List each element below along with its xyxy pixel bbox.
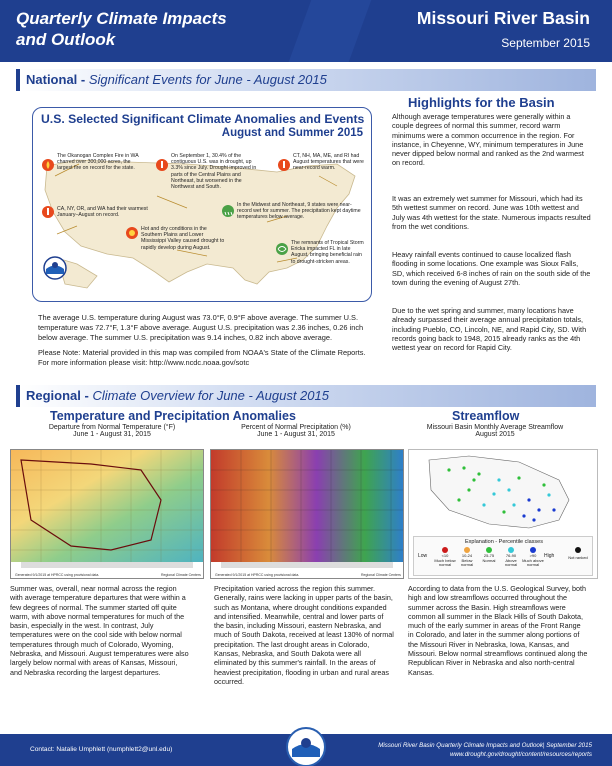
legend-low-label: Low <box>418 553 428 559</box>
streamgage-point <box>512 503 515 506</box>
legend-item <box>456 547 478 568</box>
section-subtitle: Climate Overview for June - August 2015 <box>92 388 329 403</box>
streamgage-point <box>492 492 495 495</box>
rain-icon <box>221 204 235 218</box>
precipitation-anomaly-map <box>210 449 404 579</box>
region-title: Missouri River Basin <box>416 8 590 28</box>
note-warmest-states: CA, NY, OR, and WA had their warmest January–August on record. <box>57 206 148 219</box>
note-southern-plains-drought: Hot and dry conditions in the Southern Plains and Lower Mississippi Valley caused drought to rapidly develop during August. <box>141 226 225 251</box>
highlight-paragraph: Heavy rainfall events continued to cause localized flash flooding in some locations. One example was Sioux Falls, SD, which received 6-8 inches of rain on the south side of the town during the evening of August 27th. <box>392 250 591 287</box>
basin-outline-map <box>409 450 597 534</box>
legend-range: 76-90 <box>505 553 517 558</box>
thermometer-icon <box>41 205 55 219</box>
regional-section-bar <box>16 385 596 407</box>
legend-range: 25-75 <box>483 553 495 558</box>
legend-class: Much above normal <box>522 557 544 568</box>
streamgage-point <box>517 476 520 479</box>
precipitation-map-caption <box>206 424 386 438</box>
streamgage-point <box>547 493 550 496</box>
title-line-1: Quarterly Climate Impacts <box>16 9 227 28</box>
legend-item <box>434 547 456 568</box>
national-section-heading <box>26 72 327 87</box>
highlight-paragraph: Although average temperatures were generally within a couple degrees of normal this summer, record warm minimums were a common occurrence in the region. For instance, in Cheyenne, WY, minimum temperatures in June never dipped below normal and ranked as the 2nd warmest on record. <box>392 112 584 168</box>
legend-high-label: High <box>544 553 555 559</box>
streamgage-point <box>527 498 530 501</box>
streamflow-title: Streamflow <box>452 409 520 423</box>
thermometer-icon <box>277 158 291 172</box>
storm-icon <box>275 242 289 256</box>
streamgage-point <box>482 503 485 506</box>
caption-line: June 1 - August 31, 2015 <box>257 431 335 438</box>
legend-not-ranked-label: Not ranked <box>568 555 588 560</box>
title-line-2: and Outlook <box>16 30 116 49</box>
national-section-bar <box>16 69 596 91</box>
streamgage-point <box>497 478 500 481</box>
streamflow-paragraph: According to data from the U.S. Geological Survey, both high and low streamflows occurred throughout the summer across the Basin. High streamflows were common all summer in the Black Hills of South Dakota, much of the early summer in areas of the Front Range in Colorado, and later in the summer along portions of the Missouri River in Nebraska, Iowa, Kansas, and Missouri. Below normal streamflows continued along the Republican River in Nebraska and also north-central Kansas. <box>408 584 588 677</box>
streamgage-point <box>532 518 535 521</box>
legend-range: >90 <box>529 553 537 558</box>
legend-not-ranked <box>564 547 592 560</box>
contact-info: Contact: Natalie Umphlett (numphlett2@unl.edu) <box>30 746 173 753</box>
streamgage-point <box>457 498 460 501</box>
streamgage-point <box>462 466 465 469</box>
legend-range: <10 <box>441 553 449 558</box>
caption-line: Departure from Normal Temperature (°F) <box>48 424 176 431</box>
rcc-credit: Regional Climate Centers <box>361 573 401 577</box>
highlight-paragraph: It was an extremely wet summer for Missouri, which had its 5th wettest summer on record. June was 10th wettest and July was 4th wettest for the state. Numerous impacts resulted from the wet conditions. <box>392 194 591 231</box>
citation <box>378 741 592 759</box>
section-label: National - <box>26 72 89 87</box>
noaa-logo <box>43 256 67 280</box>
temperature-paragraph: Summer was, overall, near normal across the region with average temperature departures that were within a few degrees of normal. The summer started off quite warm, with above normal temperatures for much of the basin, especially in the west. In contrast, July temperatures were on the cool side with below normal temperatures through much of Colorado, Wyoming, Nebraska, and Missouri. August temperatures were also largely below normal with areas of Kansas, Missouri, and Nebraska recording the largest departures. <box>10 584 189 677</box>
rcc-credit: Regional Climate Centers <box>161 573 201 577</box>
anomalies-title: Temperature and Precipitation Anomalies <box>50 409 296 423</box>
thermometer-icon <box>155 158 169 172</box>
streamflow-map <box>408 449 598 579</box>
legend-item <box>478 547 500 563</box>
precipitation-map-graphic <box>211 450 403 578</box>
highlights-title: Highlights for the Basin <box>408 95 555 110</box>
legend-range: 10-24 <box>461 553 473 558</box>
publication-title <box>16 8 276 50</box>
section-label: Regional - <box>26 388 93 403</box>
map-title: U.S. Selected Significant Climate Anomalies and Events <box>41 112 365 126</box>
regional-section-heading <box>26 388 329 403</box>
streamgage-point <box>522 514 525 517</box>
issue-date: September 2015 <box>501 36 590 50</box>
header-banner <box>0 0 612 62</box>
generated-note: Generated 9/1/2015 at HPRCC using provisional data. <box>215 573 300 577</box>
legend-class: Normal <box>482 557 496 563</box>
note-okanogan-fire: The Okanogan Complex Fire in WA charred over 300,000 acres, the largest fire on record for the state. <box>57 153 139 172</box>
legend-class: Above normal <box>504 557 518 568</box>
legend-class: Much below normal <box>434 557 456 568</box>
temperature-map-graphic <box>11 450 203 578</box>
legend-item <box>500 547 522 568</box>
streamflow-caption <box>400 424 590 438</box>
legend-title: Explanation - Percentile classes <box>465 539 543 545</box>
streamgage-point <box>472 478 475 481</box>
streamgage-point <box>507 488 510 491</box>
caption-line: August 2015 <box>475 431 515 438</box>
streamgage-point <box>477 472 480 475</box>
streamgage-point <box>502 510 505 513</box>
noaa-bird-icon <box>288 729 324 765</box>
sun-icon <box>125 226 139 240</box>
streamgage-point <box>537 508 540 511</box>
streamgage-point <box>552 508 555 511</box>
note-tropical-storm-erika: The remnants of Tropical Storm Ericka impacted FL in late August, bringing beneficial rain to drought-stricken areas. <box>291 240 364 265</box>
section-subtitle: Significant Events for June - August 2015 <box>88 72 327 87</box>
caption-line: Percent of Normal Precipitation (%) <box>241 424 351 431</box>
header-decoration <box>289 0 372 62</box>
fire-icon <box>41 158 55 172</box>
precipitation-paragraph: Precipitation varied across the region this summer. Generally, rains were lacking in upper parts of the basin, such as Montana, where drought conditions expanded and intensified. Meanwhile, central and lower parts of the basin, including Missouri, eastern Nebraska, and much of South Dakota, received at least 130% of normal precipitation. The last drought areas in Colorado, Kansas, Nebraska, and South Dakota were all eliminated by this summer's rainfall. In the areas of heaviest precipitation, flooding in urban and rural areas occurred. <box>214 584 394 686</box>
caption-line: June 1 - August 31, 2015 <box>73 431 151 438</box>
data-source-note: Please Note: Material provided in this map was compiled from NOAA's State of the Climate Reports. For more information please visit: http://www.ncdc.noaa.gov/sotc <box>38 348 366 367</box>
streamflow-legend <box>413 536 593 576</box>
generated-note: Generated 9/1/2015 at HPRCC using provisional data. <box>15 573 100 577</box>
temperature-map-caption <box>22 424 202 438</box>
note-midwest-wet: In the Midwest and Northeast, 9 states were near-record wet for summer. The precipitation kept daytime temperatures below average. <box>237 202 361 221</box>
note-northeast-warm: CT, NH, MA, ME, and RI had August temperatures that were near-record warm. <box>293 153 364 172</box>
legend-item <box>522 547 544 568</box>
legend-class: Below normal <box>460 557 474 568</box>
streamgage-point <box>542 483 545 486</box>
reports-url: www.drought.gov/drought/content/resources/reports <box>449 751 592 758</box>
temperature-anomaly-map <box>10 449 204 579</box>
national-summary-text: The average U.S. temperature during August was 73.0°F, 0.9°F above average. The summer U.S. temperature was 72.7°F, 1.3°F above average. August U.S. precipitation was 2.36 inches, 0.26 inch below average. The summer U.S. precipitation was 9.14 inches, 0.82 inch above average. <box>38 313 364 342</box>
caption-line: Missouri Basin Monthly Average Streamflow <box>426 424 564 431</box>
noaa-footer-logo <box>286 727 326 766</box>
note-drought-coverage: On September 1, 30.4% of the contiguous U.S. was in drought, up 3.3% since July. Drought improved in parts of the Central Plains and Northeast, but worsened in the Northwest and South. <box>171 153 257 191</box>
highlight-paragraph: Due to the wet spring and summer, many locations have already surpassed their average annual precipitation totals, including Pueblo, CO, Lincoln, NE, and Rapid City, SD. With records going back to 1948, 2015 already ranks as the 4th wettest year on record for Rapid City. <box>392 306 587 353</box>
legend-dot <box>575 547 581 553</box>
streamgage-point <box>467 488 470 491</box>
national-anomalies-map-box <box>32 107 372 302</box>
streamgage-point <box>447 468 450 471</box>
map-subtitle: August and Summer 2015 <box>221 127 363 139</box>
citation-line: Missouri River Basin Quarterly Climate Impacts and Outlook| September 2015 <box>378 742 592 749</box>
